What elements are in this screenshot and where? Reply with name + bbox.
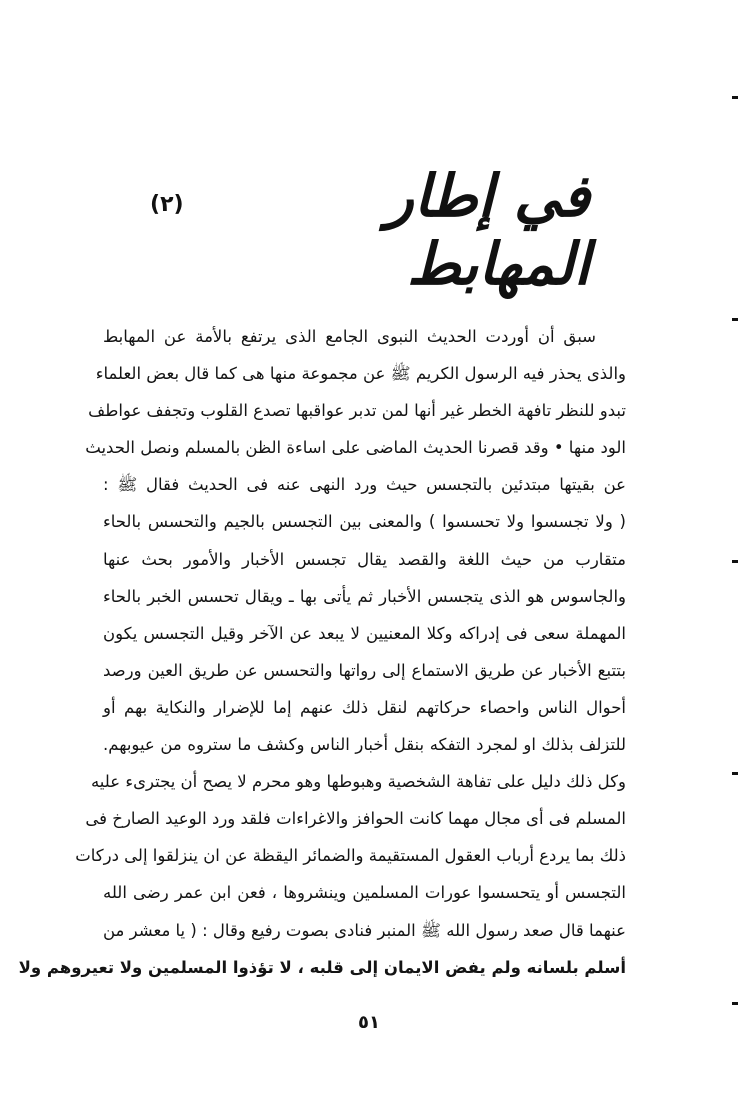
text-line-9: المهملة سعى فى إدراكه وكلا المعنيين لا يبعد عن الآخر وقيل التجسس يكون — [103, 623, 626, 643]
text-line-10: بتتبع الأخبار عن طريق الاستماع إلى رواتها والتحسس عن طريق العين ورصد — [103, 660, 626, 680]
margin-mark-3 — [732, 560, 738, 563]
text-line-18: أسلم بلسانه ولم يفض الايمان إلى قلبه ، لا تؤذوا المسلمين ولا تعيروهم ولا — [18, 957, 626, 977]
text-line-4: الود منها • وقد قصرنا الحديث الماضى على اساءة الظن بالمسلم ونصل الحديث — [85, 438, 626, 458]
text-line-2: والذى يحذر فيه الرسول الكريم ﷺ عن مجموعة منها هى كما قال بعض العلماء — [95, 364, 626, 384]
margin-mark-5 — [732, 1002, 738, 1005]
text-line-3: تبدو للنظر تافهة الخطر غير أنها لمن تدبر عواقبها تصدع القلوب وتجفف عواطف — [88, 401, 626, 421]
footnote-marker: (٢) — [150, 192, 184, 217]
text-line-15: ذلك بما يردع أرباب العقول المستقيمة والضمائر اليقظة عن ان ينزلقوا إلى دركات — [75, 846, 626, 866]
text-line-12: للتزلف بذلك او لمجرد التفكه بنقل أخبار الناس وكشف ما ستروه من عيوبهم. — [103, 735, 626, 755]
margin-mark-1 — [732, 96, 738, 99]
text-line-5: عن بقيتها مبتدئين بالتجسس حيث ورد النهى عنه فى الحديث فقال ﷺ : — [103, 475, 626, 495]
margin-mark-4 — [732, 772, 738, 775]
chapter-title-text: في إطار المهابط — [385, 162, 590, 298]
text-line-14: المسلم فى أى مجال مهما كانت الحوافز والاغراءات فلقد ورد الوعيد الصارخ فى — [85, 809, 626, 829]
margin-mark-2 — [732, 318, 738, 321]
text-line-6: ( ولا تجسسوا ولا تحسسوا ) والمعنى بين التجسس بالجيم والتحسس بالحاء — [103, 512, 626, 532]
page-number: ٥١ — [358, 1012, 380, 1033]
text-line-17: عنهما قال صعد رسول الله ﷺ المنبر فنادى بصوت رفيع وقال : ( يا معشر من — [103, 920, 626, 940]
text-line-16: التجسس أو يتحسسوا عورات المسلمين وينشروها ، فعن ابن عمر رضى الله — [103, 883, 626, 903]
text-line-1: سبق أن أوردت الحديث النبوى الجامع الذى يرتفع بالأمة عن المهابط — [103, 327, 596, 346]
text-line-8: والجاسوس هو الذى يتجسس الأخبار ثم يأتى بها ـ ويقال تحسس الخبر بالحاء — [103, 586, 626, 606]
chapter-title — [150, 162, 590, 298]
text-line-13: وكل ذلك دليل على تفاهة الشخصية وهبوطها وهو محرم لا يصح أن يجترىء عليه — [90, 772, 626, 792]
body-text — [18, 318, 626, 986]
text-line-11: أحوال الناس واحصاء حركاتهم لنقل ذلك عنهم إما للإضرار والنكاية بهم أو — [103, 697, 626, 717]
text-line-7: متقارب من حيث اللغة والقصد يقال تجسس الأخبار والأمور بحث عنها — [103, 549, 626, 569]
